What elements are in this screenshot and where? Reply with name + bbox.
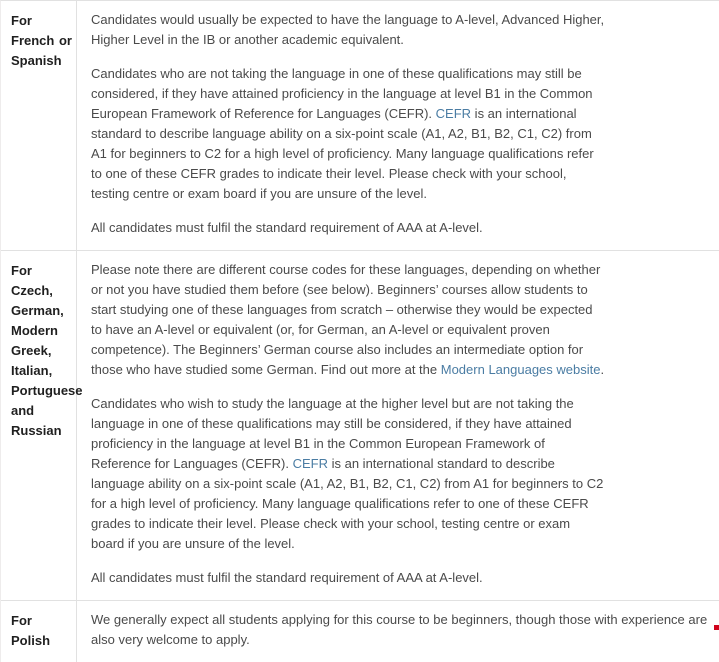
cut-off-red-element bbox=[714, 625, 719, 630]
row-body-french-spanish bbox=[77, 1, 719, 250]
paragraph-aaa-requirement: All candidates must fulfil the standard requirement of AAA at A-level. bbox=[91, 570, 483, 585]
modern-languages-website-link[interactable]: Modern Languages website bbox=[440, 362, 601, 377]
paragraph-cefr-post: is an international standard to describe language ability on a six-point scale (A1, A2, B1, B2, C1, C2) from A1 for beginners to C2 for a high level of proficiency. Many language qualifications refer to one of these CEFR grades to indicate their level. Please check with your school, testing centre or exam board if you are unsure of the level. bbox=[91, 106, 594, 201]
paragraph-cefr-pre: Candidates who wish to study the language at the higher level but are not taking the language in one of these qualifications may still be considered, if they have attained proficiency in the language at level B1 in the Common European Framework of Reference for Languages (CEFR). bbox=[91, 396, 574, 471]
row-header-french-spanish: For French or Spanish bbox=[1, 1, 77, 250]
paragraph-cefr-pre: Candidates who are not taking the language in one of these qualifications may still be considered, if they have attained proficiency in the language at level B1 in the Common European Framework of Reference for Languages (CEFR). bbox=[91, 66, 593, 121]
paragraph-course-codes-post: . bbox=[600, 362, 605, 377]
cefr-link[interactable]: CEFR bbox=[292, 456, 328, 471]
table-row-french-spanish bbox=[1, 1, 719, 251]
cefr-link[interactable]: CEFR bbox=[435, 106, 472, 121]
paragraph-beginners-expected: We generally expect all students applying for this course to be beginners, though those with experience are also very welcome to apply. bbox=[91, 612, 708, 647]
row-header-czech-german-etc: For Czech, German, Modern Greek, Italian, Portuguese and Russian bbox=[1, 251, 77, 600]
paragraph-cefr-post: is an international standard to describe language ability on a six-point scale (A1, A2, B1, B2, C1, C2) from A1 for beginners to C2 for a high level of proficiency. Many language qualifications refer to one of these CEFR grades to indicate their level. Please check with your school, testing centre or exam board if you are unsure of the level. bbox=[91, 456, 604, 551]
paragraph-expected-alevel: Candidates would usually be expected to have the language to A-level, Advanced Higher, Higher Level in the IB or another academic equivalent. bbox=[91, 12, 605, 47]
row-body-polish bbox=[77, 601, 719, 662]
table-row-polish bbox=[1, 601, 719, 662]
paragraph-aaa-requirement: All candidates must fulfil the standard requirement of AAA at A-level. bbox=[91, 220, 483, 235]
paragraph-cefr-info bbox=[91, 394, 606, 554]
paragraph-course-codes bbox=[91, 260, 606, 380]
paragraph-cefr-info bbox=[91, 64, 606, 204]
row-header-polish: For Polish bbox=[1, 601, 77, 662]
paragraph-course-codes-pre: Please note there are different course codes for these languages, depending on whether or not you have studied them before (see below). Beginners’ courses allow students to start studying one of these languages from scratch – otherwise they would be expected to have an A-level or equivalent (or, for German, an A-level or equivalent proven competence). The Beginners’ German course also includes an intermediate option for those who have studied some German. Find out more at the bbox=[91, 262, 601, 377]
table-row-czech-german-etc bbox=[1, 251, 719, 601]
row-body-czech-german-etc bbox=[77, 251, 719, 600]
